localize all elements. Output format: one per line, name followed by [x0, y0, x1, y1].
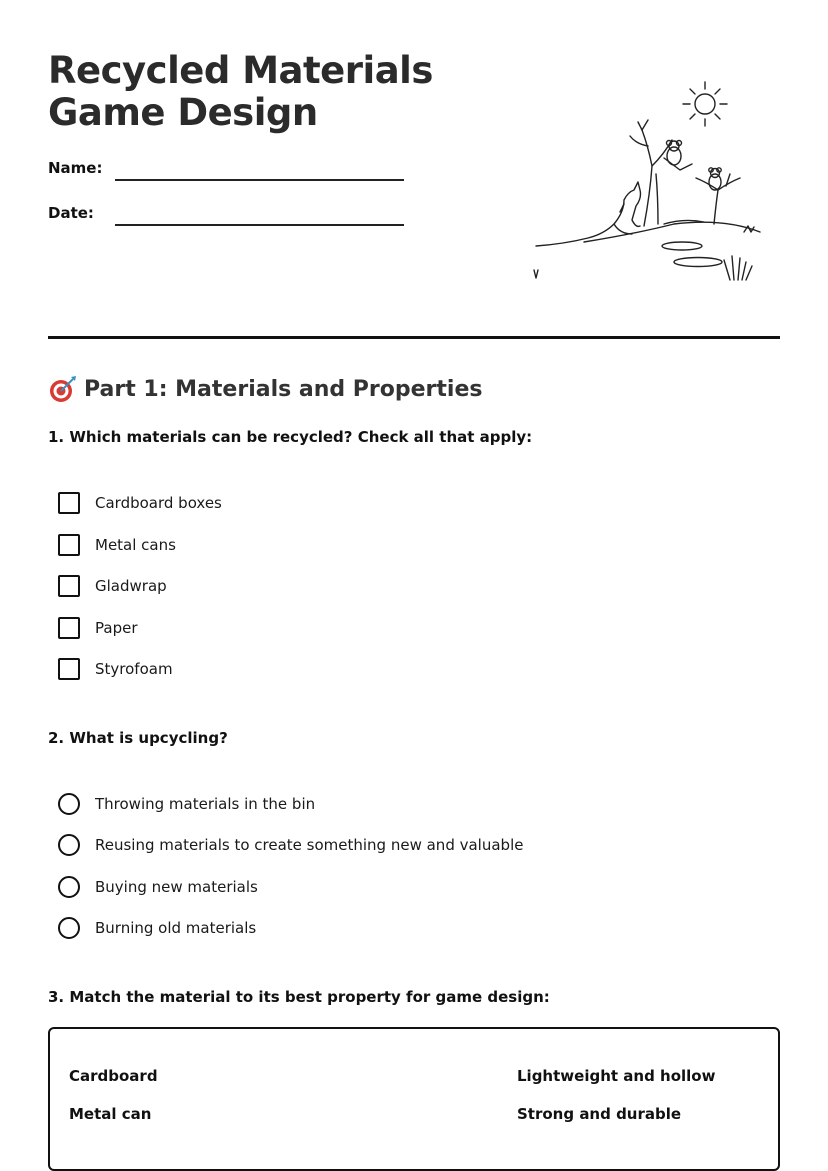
- title-line-1: Recycled Materials: [48, 49, 433, 92]
- match-property-strong[interactable]: Strong and durable: [517, 1105, 682, 1123]
- date-input-line[interactable]: [115, 224, 404, 226]
- option-label: Buying new materials: [95, 878, 258, 896]
- match-material-metal-can[interactable]: Metal can: [69, 1105, 152, 1123]
- worksheet-page: [48, 0, 780, 1123]
- q1-option-styrofoam[interactable]: [58, 657, 173, 681]
- option-label: Throwing materials in the bin: [95, 795, 316, 813]
- option-label: Metal cans: [95, 536, 176, 554]
- option-label: Reusing materials to create something new and valuable: [95, 836, 524, 854]
- title-line-2: Game Design: [48, 91, 318, 134]
- name-input-line[interactable]: [115, 179, 404, 181]
- kangaroo-koala-illustration: [524, 74, 764, 288]
- match-property-lightweight[interactable]: Lightweight and hollow: [517, 1067, 716, 1085]
- option-label: Paper: [95, 619, 138, 637]
- q1-option-paper[interactable]: [58, 616, 137, 640]
- matching-box: [48, 1027, 780, 1171]
- target-dart-icon: [48, 374, 78, 404]
- radio-button[interactable]: [58, 876, 80, 898]
- checkbox[interactable]: [58, 617, 80, 639]
- checkbox[interactable]: [58, 492, 80, 514]
- option-label: Gladwrap: [95, 577, 167, 595]
- radio-button[interactable]: [58, 917, 80, 939]
- option-label: Cardboard boxes: [95, 494, 222, 512]
- q2-option-throwing[interactable]: [58, 792, 315, 816]
- checkbox[interactable]: [58, 658, 80, 680]
- question-2: 2. What is upcycling?: [48, 729, 228, 747]
- q1-option-metal-cans[interactable]: [58, 533, 176, 557]
- question-1: 1. Which materials can be recycled? Check all that apply:: [48, 428, 533, 446]
- sun-icon: [695, 94, 715, 114]
- part-1-heading-text: Part 1: Materials and Properties: [84, 376, 483, 402]
- part-1-heading: [48, 374, 482, 404]
- question-3: 3. Match the material to its best property for game design:: [48, 988, 550, 1006]
- q2-option-burning[interactable]: [58, 916, 256, 940]
- section-divider: [48, 336, 780, 339]
- checkbox[interactable]: [58, 575, 80, 597]
- page-title: [48, 50, 433, 134]
- name-field: [48, 159, 408, 191]
- radio-button[interactable]: [58, 793, 80, 815]
- q2-option-reusing[interactable]: [58, 833, 523, 857]
- q1-option-gladwrap[interactable]: [58, 574, 167, 598]
- q2-option-buying[interactable]: [58, 875, 258, 899]
- match-material-cardboard[interactable]: Cardboard: [69, 1067, 158, 1085]
- radio-button[interactable]: [58, 834, 80, 856]
- name-label: Name:: [48, 159, 103, 177]
- date-label: Date:: [48, 204, 94, 222]
- q1-option-cardboard-boxes[interactable]: [58, 491, 222, 515]
- option-label: Styrofoam: [95, 660, 173, 678]
- koala-icon: [667, 147, 681, 165]
- checkbox[interactable]: [58, 534, 80, 556]
- date-field: [48, 204, 408, 236]
- option-label: Burning old materials: [95, 919, 257, 937]
- kangaroo-icon: [536, 182, 641, 246]
